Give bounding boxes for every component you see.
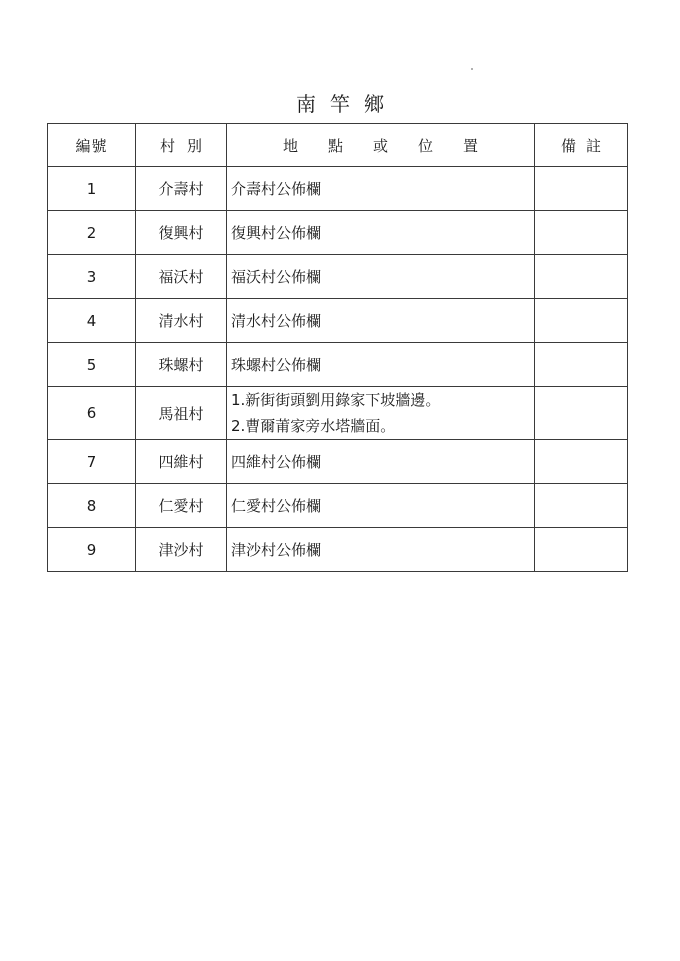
table-row (48, 440, 628, 484)
row-village: 四維村 (136, 440, 227, 484)
row-remarks (535, 343, 628, 387)
row-remarks (535, 255, 628, 299)
location-line: 珠螺村公佈欄 (231, 355, 322, 374)
location-line: 四維村公佈欄 (231, 452, 322, 471)
table-row (48, 299, 628, 343)
row-number: 5 (48, 343, 136, 387)
row-village: 珠螺村 (136, 343, 227, 387)
row-location (227, 167, 535, 211)
location-line: 1.新街街頭劉用錄家下坡牆邊。 (231, 391, 441, 409)
bulletin-location-table (47, 123, 628, 572)
row-remarks (535, 440, 628, 484)
table-row (48, 387, 628, 440)
row-location (227, 255, 535, 299)
row-location (227, 484, 535, 528)
location-line: 介壽村公佈欄 (231, 179, 322, 198)
row-number: 2 (48, 211, 136, 255)
page-title: 南竿鄉 (296, 92, 398, 116)
header-village: 村別 (136, 124, 227, 167)
row-number: 6 (48, 387, 136, 440)
row-number: 1 (48, 167, 136, 211)
row-number: 8 (48, 484, 136, 528)
row-number: 9 (48, 528, 136, 572)
row-location (227, 299, 535, 343)
row-village: 介壽村 (136, 167, 227, 211)
table-row (48, 484, 628, 528)
row-location (227, 440, 535, 484)
row-number: 4 (48, 299, 136, 343)
header-number: 編號 (48, 124, 136, 167)
row-village: 福沃村 (136, 255, 227, 299)
row-location (227, 387, 535, 440)
row-remarks (535, 528, 628, 572)
row-remarks (535, 211, 628, 255)
row-location (227, 528, 535, 572)
row-village: 清水村 (136, 299, 227, 343)
location-line: 福沃村公佈欄 (231, 267, 322, 286)
table-row (48, 167, 628, 211)
row-remarks (535, 484, 628, 528)
location-line: 復興村公佈欄 (231, 223, 322, 242)
row-village: 津沙村 (136, 528, 227, 572)
header-remarks: 備註 (535, 124, 628, 167)
row-number: 3 (48, 255, 136, 299)
header-location: 地點或位置 (227, 124, 535, 167)
location-line: 津沙村公佈欄 (231, 540, 322, 559)
row-location (227, 343, 535, 387)
location-line: 仁愛村公佈欄 (231, 496, 322, 515)
table-row (48, 255, 628, 299)
location-line: 2.曹爾莆家旁水塔牆面。 (231, 417, 396, 435)
row-remarks (535, 299, 628, 343)
table-row (48, 343, 628, 387)
table-row (48, 211, 628, 255)
location-line: 清水村公佈欄 (231, 311, 322, 330)
row-village: 復興村 (136, 211, 227, 255)
row-village: 馬祖村 (136, 387, 227, 440)
table-body (48, 167, 628, 572)
table-header-row (48, 124, 628, 167)
row-number: 7 (48, 440, 136, 484)
scan-speck (471, 68, 473, 70)
row-remarks (535, 167, 628, 211)
row-remarks (535, 387, 628, 440)
row-village: 仁愛村 (136, 484, 227, 528)
table-row (48, 528, 628, 572)
row-location (227, 211, 535, 255)
